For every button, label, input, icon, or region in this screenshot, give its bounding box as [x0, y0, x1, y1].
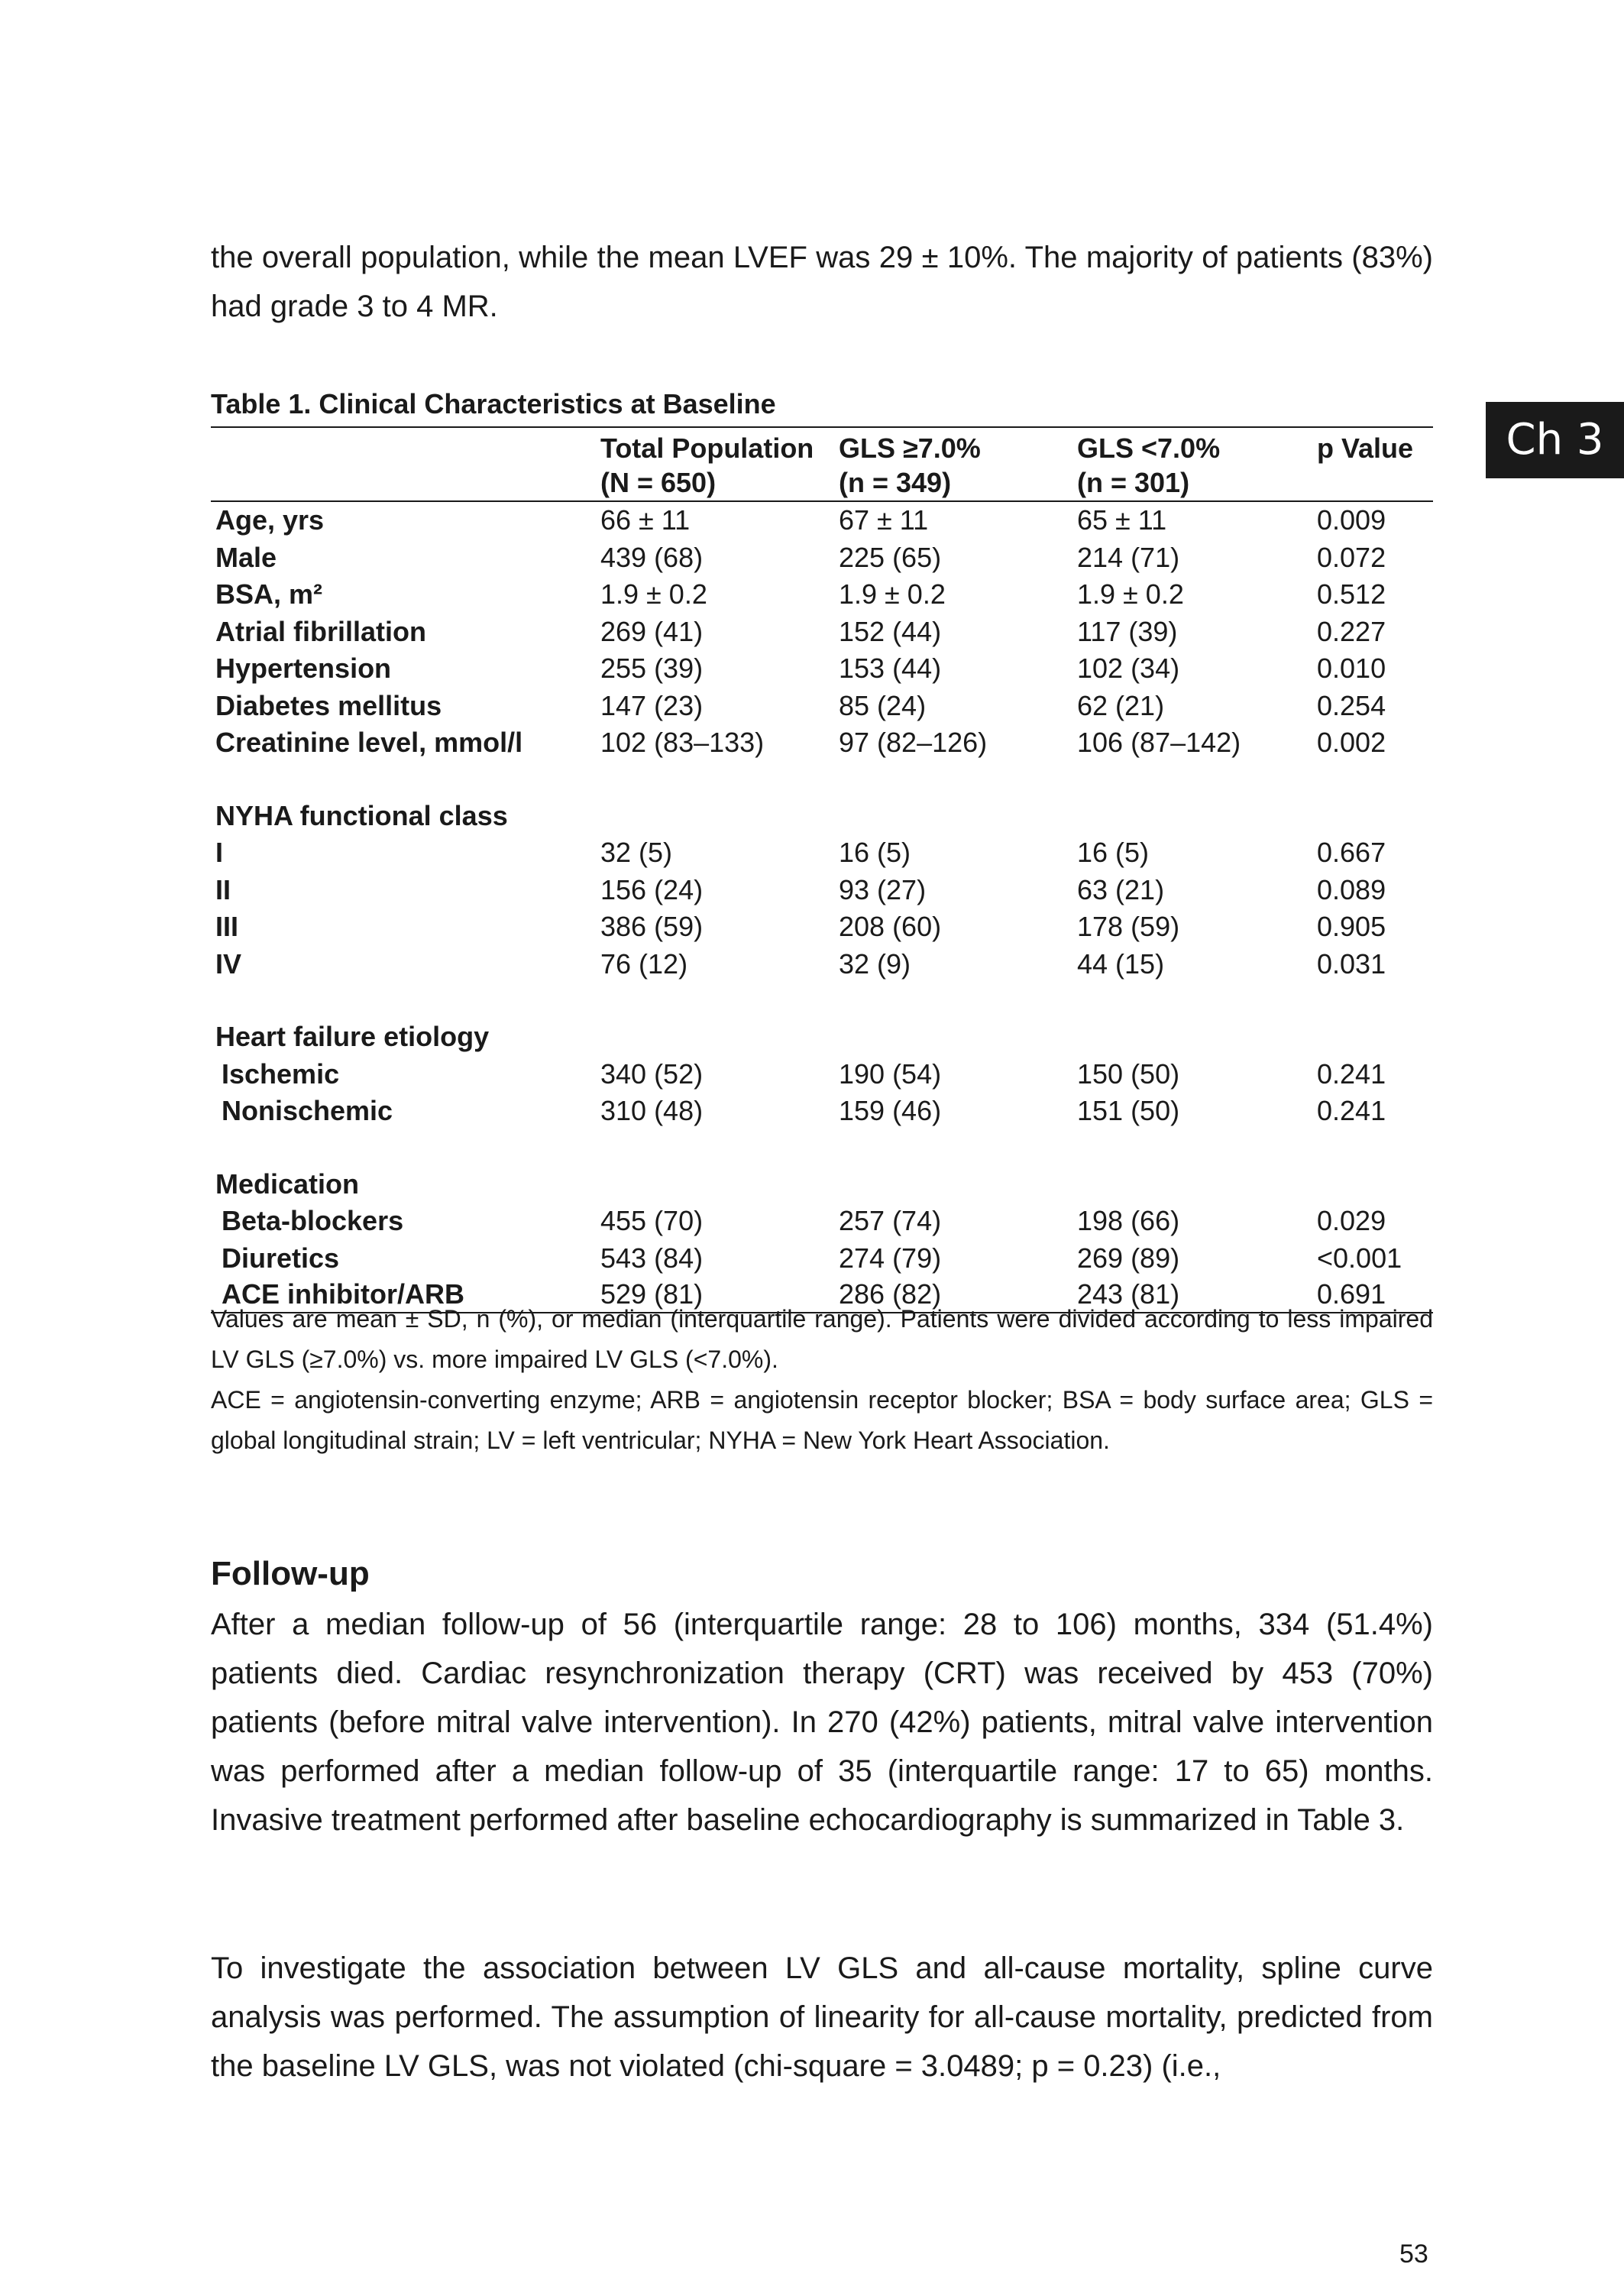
header-gls-lt: GLS <7.0% [1072, 427, 1312, 465]
table-section-row [211, 1166, 1433, 1203]
table-row [211, 539, 1433, 577]
table-footnote-abbreviations: ACE = angiotensin-converting enzyme; ARB = angiotensin receptor blocker; BSA = body surface area; GLS = global longitudinal strain; LV = left ventricular; NYHA = New York Heart Association. [211, 1386, 1433, 1454]
table-row [211, 1093, 1433, 1130]
row-label: Beta-blockers [222, 1205, 404, 1236]
cell-p-value: 0.691 [1312, 1277, 1433, 1313]
header-gls-ge-n: (n = 349) [834, 465, 1072, 501]
cell-total: 66 ± 11 [600, 504, 691, 536]
cell-gls-ge: 16 (5) [839, 837, 911, 868]
table-row [211, 501, 1433, 539]
cell-gls-lt: 63 (21) [1077, 873, 1165, 905]
table-spacer-row [211, 1130, 1433, 1166]
cell-total: 529 (81) [596, 1277, 834, 1313]
row-label: Hypertension [215, 653, 392, 684]
table-spacer-row [211, 762, 1433, 798]
table-header-row-sub [211, 465, 1433, 501]
row-label: Diabetes mellitus [215, 689, 442, 721]
table-section-row [211, 1019, 1433, 1056]
cell-gls-lt: 117 (39) [1077, 615, 1178, 647]
cell-p-value: 0.031 [1317, 947, 1386, 980]
table-row [211, 614, 1433, 651]
cell-total: 269 (41) [600, 615, 704, 647]
section-label-etiology: Heart failure etiology [215, 1021, 490, 1052]
table-row [211, 576, 1433, 614]
cell-p-value: 0.667 [1317, 837, 1386, 868]
row-label: Creatinine level, mmol/l [215, 727, 523, 758]
cell-gls-lt: 269 (89) [1077, 1242, 1180, 1274]
table-footnotes [211, 1299, 1433, 1461]
cell-gls-ge: 152 (44) [839, 615, 942, 647]
row-label: III [215, 911, 239, 942]
clinical-characteristics-table [211, 426, 1433, 1313]
cell-gls-ge: 1.9 ± 0.2 [839, 578, 946, 610]
table-spacer-row [211, 983, 1433, 1019]
row-label: Age, yrs [215, 504, 325, 536]
intro-paragraph-block [211, 233, 1433, 331]
cell-p-value: 0.072 [1317, 541, 1386, 573]
header-gls-ge: GLS ≥7.0% [834, 427, 1072, 465]
table-row [211, 946, 1433, 983]
cell-gls-ge: 257 (74) [839, 1205, 942, 1236]
table-row [211, 650, 1433, 688]
spline-paragraph-block [211, 1944, 1433, 2091]
cell-gls-ge: 190 (54) [839, 1057, 942, 1090]
baseline-table [211, 426, 1433, 1313]
cell-p-value: 0.009 [1317, 504, 1386, 536]
cell-gls-lt: 198 (66) [1077, 1205, 1180, 1236]
table-row [211, 688, 1433, 725]
cell-total: 340 (52) [600, 1057, 704, 1090]
row-label: BSA, m² [215, 578, 323, 610]
table-row [211, 834, 1433, 872]
cell-gls-ge: 67 ± 11 [839, 504, 929, 536]
cell-gls-ge: 286 (82) [834, 1277, 1072, 1313]
cell-gls-ge: 225 (65) [839, 541, 942, 573]
cell-gls-lt: 16 (5) [1077, 837, 1150, 868]
cell-p-value: 0.029 [1317, 1205, 1386, 1236]
row-label: Nonischemic [222, 1095, 393, 1126]
row-label: IV [215, 947, 242, 980]
row-label: Ischemic [222, 1057, 340, 1090]
cell-total: 439 (68) [600, 541, 704, 573]
header-label [211, 427, 596, 465]
cell-gls-lt: 62 (21) [1077, 689, 1165, 721]
cell-total: 102 (83–133) [600, 727, 765, 758]
header-label-sub [211, 465, 596, 501]
cell-gls-ge: 153 (44) [839, 653, 942, 684]
table-row [211, 1203, 1433, 1240]
cell-total: 147 (23) [600, 689, 704, 721]
cell-total: 76 (12) [600, 947, 688, 980]
cell-p-value: 0.227 [1317, 615, 1386, 647]
cell-gls-ge: 85 (24) [839, 689, 927, 721]
cell-p-value: <0.001 [1317, 1242, 1402, 1274]
table-section-row [211, 798, 1433, 835]
cell-p-value: 0.905 [1317, 911, 1386, 942]
cell-total: 255 (39) [600, 653, 704, 684]
row-label: Male [215, 541, 277, 573]
cell-total: 32 (5) [600, 837, 673, 868]
followup-paragraph-block [211, 1600, 1433, 1844]
cell-p-value: 0.241 [1317, 1095, 1386, 1126]
row-label: ACE inhibitor/ARB [211, 1277, 596, 1313]
chapter-tab: Ch 3 [1486, 402, 1624, 478]
section-label-medication: Medication [215, 1168, 360, 1200]
cell-p-value: 0.512 [1317, 578, 1386, 610]
cell-gls-ge: 97 (82–126) [839, 727, 988, 758]
cell-gls-lt: 65 ± 11 [1077, 504, 1167, 536]
spline-paragraph: To investigate the association between LV GLS and all-cause mortality, spline curve analysis was performed. The assumption of linearity for all-cause mortality, predicted from the baseline LV GLS, was not violated (chi-square = 3.0489; p = 0.23) (i.e., [211, 1951, 1433, 2083]
cell-gls-lt: 1.9 ± 0.2 [1077, 578, 1184, 610]
cell-p-value: 0.241 [1317, 1057, 1386, 1090]
cell-total: 386 (59) [600, 911, 704, 942]
header-total-n: (N = 650) [596, 465, 834, 501]
row-label: II [215, 873, 231, 905]
cell-gls-lt: 106 (87–142) [1077, 727, 1241, 758]
table-footnote-values: Values are mean ± SD, n (%), or median (interquartile range). Patients were divided according to less impaired LV GLS (≥7.0%) vs. more impaired LV GLS (<7.0%). [211, 1305, 1433, 1373]
table-caption: Table 1. Clinical Characteristics at Baseline [211, 388, 776, 419]
table-header-row [211, 427, 1433, 465]
cell-total: 543 (84) [600, 1242, 704, 1274]
cell-gls-lt: 243 (81) [1072, 1277, 1312, 1313]
table-row [211, 724, 1433, 762]
cell-gls-ge: 32 (9) [839, 947, 911, 980]
cell-gls-lt: 44 (15) [1077, 947, 1165, 980]
cell-p-value: 0.010 [1317, 653, 1386, 684]
page-number: 53 [1399, 2240, 1428, 2269]
cell-gls-ge: 274 (79) [839, 1242, 942, 1274]
table-row [211, 1056, 1433, 1093]
cell-gls-ge: 159 (46) [839, 1095, 942, 1126]
header-total: Total Population [596, 427, 834, 465]
table-row [211, 872, 1433, 909]
cell-total: 455 (70) [600, 1205, 704, 1236]
cell-p-value: 0.254 [1317, 689, 1386, 721]
cell-gls-lt: 151 (50) [1077, 1095, 1180, 1126]
cell-total: 1.9 ± 0.2 [600, 578, 707, 610]
header-p-value-sub [1312, 465, 1433, 501]
cell-p-value: 0.089 [1317, 873, 1386, 905]
cell-gls-lt: 214 (71) [1077, 541, 1180, 573]
row-label: I [215, 837, 224, 868]
cell-gls-lt: 178 (59) [1077, 911, 1180, 942]
row-label: Diuretics [222, 1242, 340, 1274]
cell-total: 156 (24) [600, 873, 704, 905]
row-label: Atrial fibrillation [215, 615, 427, 647]
cell-gls-lt: 150 (50) [1077, 1057, 1180, 1090]
cell-gls-lt: 102 (34) [1077, 653, 1180, 684]
intro-paragraph: the overall population, while the mean LVEF was 29 ± 10%. The majority of patients (83%) had grade 3 to 4 MR. [211, 241, 1433, 323]
section-heading-followup: Follow-up [211, 1555, 370, 1592]
header-p-value: p Value [1312, 427, 1433, 465]
cell-gls-ge: 93 (27) [839, 873, 927, 905]
header-gls-lt-n: (n = 301) [1072, 465, 1312, 501]
cell-p-value: 0.002 [1317, 727, 1386, 758]
cell-gls-ge: 208 (60) [839, 911, 942, 942]
table-row [211, 1240, 1433, 1278]
section-label-nyha: NYHA functional class [215, 799, 508, 831]
table-row [211, 908, 1433, 946]
cell-total: 310 (48) [600, 1095, 704, 1126]
followup-paragraph: After a median follow-up of 56 (interquartile range: 28 to 106) months, 334 (51.4%) patients died. Cardiac resynchronization therapy (CRT) was received by 453 (70%) patients (before mitral valve intervention). In 270 (42%) patients, mitral valve intervention was performed after a median follow-up of 35 (interquartile range: 17 to 65) months. Invasive treatment performed after baseline echocardiography is summarized in Table 3. [211, 1608, 1433, 1837]
